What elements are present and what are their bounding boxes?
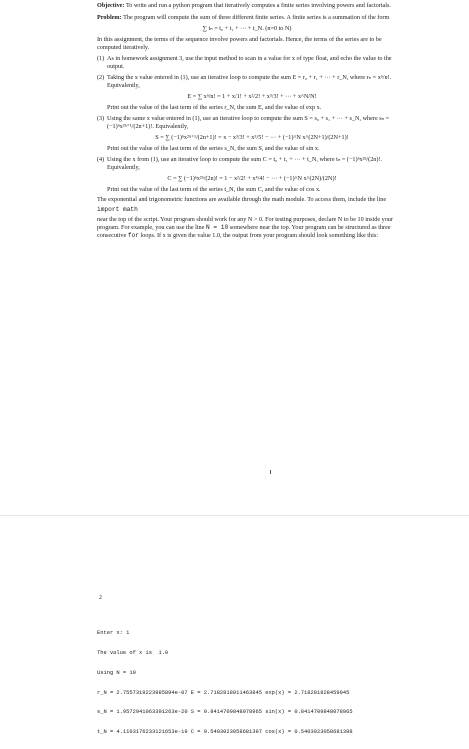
step-4 xyxy=(97,156,397,194)
step-3-number: (3) xyxy=(97,115,105,122)
page-1-content xyxy=(97,2,397,240)
step-2-text: Taking the x value entered in (1), use an iterative loop to compute the sum E = r₀ + r₁ + ··· + r_N, where rₙ = xⁿ/n!. Equivalently, xyxy=(107,74,392,89)
console-line: r_N = 2.7557319223985894e-07 E = 2.7182818011463845 exp(x) = 2.718281828459045 xyxy=(97,689,350,696)
series-formula: ∑ tₙ = t₀ + t₁ + ··· + t_N. (n=0 to N) xyxy=(202,25,292,32)
cos-series-formula: C = ∑ (−1)ⁿx²ⁿ/(2n)! = 1 − x²/2! + x⁴/4! − ··· + (−1)^N x^(2N)/(2N)! xyxy=(167,175,337,182)
closing-2-text-c: loops. If x is given the value 1.0, the output from your program should look something like this: xyxy=(138,232,378,239)
console-line: t_N = 4.1103176233121653e-19 C = 0.5403023058681397 cos(x) = 0.5403023058681398 xyxy=(97,729,353,736)
objective-label: Objective: xyxy=(97,2,125,9)
step-3 xyxy=(97,115,397,153)
step-3-output-note: Print out the value of the last term of the series s_N, the sum S, and the value of sin x. xyxy=(107,145,320,152)
import-code-line: import math xyxy=(97,206,138,213)
console-line: The value of x is 1.0 xyxy=(97,649,169,656)
step-4-output-note: Print out the value of the last term of the series t_N, the sum C, and the value of cos x. xyxy=(107,186,321,193)
sin-series-formula: S = ∑ (−1)ⁿx²ⁿ⁺¹/(2n+1)! = x − x³/3! + x⁵/5! − ··· + (−1)^N x^(2N+1)/(2N+1)! xyxy=(155,134,349,141)
objective-text: To write and run a python program that iteratively computes a finite series involving powers and factorials. xyxy=(125,2,391,9)
step-1 xyxy=(97,55,397,71)
closing-paragraph-2 xyxy=(97,216,397,240)
step-4-text: Using the x from (1), use an iterative loop to compute the sum C = t₀ + t₁ + ··· + t_N, where tₙ = (−1)ⁿx²ⁿ/(2n)!. Equivalently, xyxy=(107,156,383,171)
exp-series-formula: E = ∑ xⁿ/n! = 1 + x/1! + x²/2! + x³/3! + ··· + x^N/N! xyxy=(187,93,317,100)
closing-paragraph-1: The exponential and trigonometric functions are available through the math module. To access them, include the line xyxy=(97,196,387,203)
closing-2-code-n: N = 10 xyxy=(205,224,229,231)
closing-2-code-for: for xyxy=(127,232,139,239)
document-page-2 xyxy=(0,520,469,736)
console-line: Enter x: 1 xyxy=(97,630,130,637)
console-line: s_N = 1.9572941063391263e-20 S = 0.8414709848078965 sin(x) = 0.8414709848078965 xyxy=(97,709,353,716)
step-1-number: (1) xyxy=(97,55,105,62)
step-4-number: (4) xyxy=(97,156,105,163)
step-1-text: As in homework assignment 3, use the input method to scan in a value for x of type float, and echo the value to the output. xyxy=(107,55,392,70)
problem-label: Problem: xyxy=(97,14,122,21)
closing-2-text-b: somewhere near the top. Your program can be structured as three consecutive xyxy=(97,224,391,239)
sample-output-console xyxy=(97,617,457,749)
problem-text: The program will compute the sum of three different finite series. A finite series is a summation of the form xyxy=(123,14,390,21)
text-cursor xyxy=(270,470,271,474)
intro-paragraph: In this assignment, the terms of the sequence involve powers and factorials. Hence, the terms of the series are to be computed iteratively. xyxy=(97,36,382,51)
page-number: 2 xyxy=(99,595,102,601)
console-line: Using N = 10 xyxy=(97,669,136,676)
closing-2-text-a: near the top of the script. Your program should work for any N > 0. For testing purposes, declare N to be 10 inside your program. For example, you can use the line xyxy=(97,216,393,231)
step-2-number: (2) xyxy=(97,74,105,81)
step-2 xyxy=(97,74,397,112)
objective-paragraph xyxy=(97,2,397,10)
step-3-text: Using the same x value entered in (1), use an iterative loop to compute the sum S = s₀ + s₁ + ··· + s_N, where sₙ = (−1)ⁿx²ⁿ⁺¹/(2n+1)!. Equivalently, xyxy=(107,115,390,130)
problem-paragraph xyxy=(97,14,397,22)
step-2-output-note: Print out the value of the last term of the series r_N, the sum E, and the value of exp x. xyxy=(107,104,322,111)
